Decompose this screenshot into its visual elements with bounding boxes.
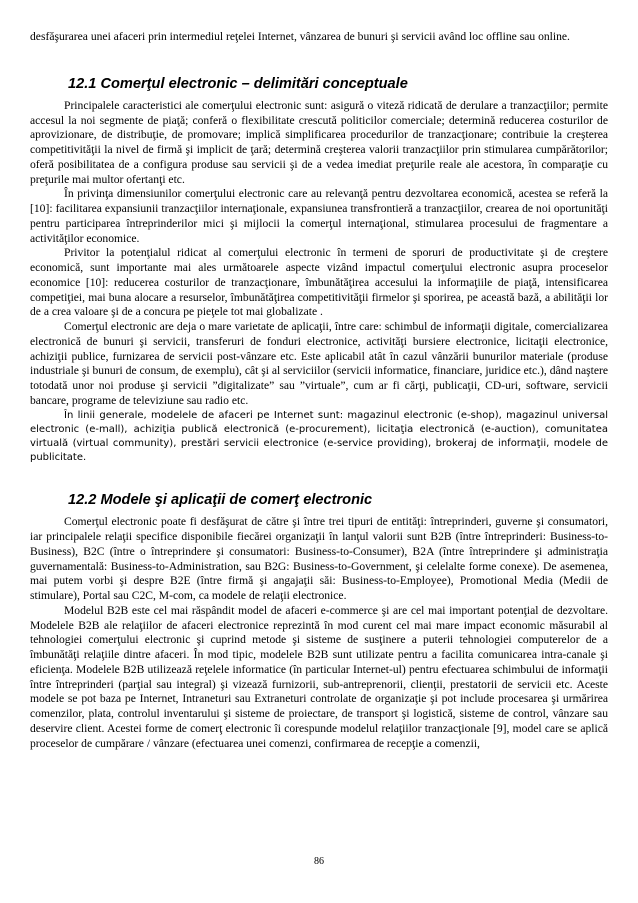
paragraph-business-models: În linii generale, modelele de afaceri pe Internet sunt: magazinul electronic (e-shop), magazinul universal electronic (e-mall), achiziţia publică electronică (e-procurement), licitaţia electronică (e-auction), comunitatea virtuală (virtual community), prestări servicii electronice (e-service providing), brokeraj de informaţii, modele de publicitate. — [30, 409, 608, 464]
paragraph-entities: Comerţul electronic poate fi desfăşurat de către şi între trei tipuri de entităţi: întreprinderi, guverne şi consumatori, iar principalele relaţii specifice disponibile fiecărei organizaţii în lanţul valorii sunt B2B (între întreprinderi: Business-to-Business), B2C (între o întreprindere şi consumatori: Business-to-Consumer), B2A (între întreprindere şi administraţia guvernamentală: Business-to-Administration, sau B2G: Business-to-Government, şi celelalte forme conexe). De asemenea, mai putem vorbi şi despre B2E (între firmă şi angajaţii săi: Business-to-Employee), Promotional Media (Medii de stimulare), Portal sau C2C, M-com, ca modele de relaţii electronice. — [30, 515, 608, 603]
page-number: 86 — [314, 856, 324, 867]
paragraph-characteristics: Principalele caracteristici ale comerţului electronic sunt: asigură o viteză ridicată de derulare a tranzacţiilor; permite accesul la noi segmente de piaţă; conferă o flexibilitate crescută politicilor comerciale; determină reducerea costurilor de aprovizionare, de distribuţie, de promovare; implică simplificarea procedurilor de tranzacţionare; contribuie la creşterea competitivităţii la nivel de firmă şi implicit de ţară; determină creşterea valorii tranzacţiilor prin stimularea cumpărătorilor; oferă posibilitatea de a configura produse sau servicii şi de a vedea imediat preţurile reale ale acestora, în comparaţie cu preţurile mai multor ofertanţi etc. — [30, 98, 608, 186]
section-heading-12-2: 12.2 Modele şi aplicaţii de comerţ electronic — [68, 492, 373, 509]
section-heading-12-1: 12.1 Comerţul electronic – delimitări conceptuale — [68, 75, 408, 92]
intro-paragraph: desfăşurarea unei afaceri prin intermediul reţelei Internet, vânzarea de bunuri şi servicii având loc offline sau online. — [30, 30, 570, 43]
paragraph-productivity: Privitor la potenţialul ridicat al comerţului electronic în termeni de sporuri de productivitate şi de creştere economică, sunt importante mai ales următoarele aspecte vizând impactul comerţului electronic asupra proceselor economice [10]: reducerea costurilor de tranzacţionare, îmbunătăţirea accesului la informaţiile de piaţă, intensificarea competiţiei, mai buna alocare a resurselor, îmbunătăţirea competitivităţii firmelor şi sporirea, pe această bază, a abilităţii lor de a crea valoare şi de a concura pe pieţele tot mai globalizate . — [30, 246, 608, 319]
paragraph-b2b-model: Modelul B2B este cel mai răspândit model de afaceri e-commerce şi are cel mai important potenţial de dezvoltare. Modelele B2B ale relaţiilor de afaceri electronice reprezintă în mod curent cel mai mare impact economic măsurabil al tehnologiei comerţului electronic şi cuprind metode şi sisteme de susţinere a puterii tehnologiei computerelor de a îmbunătăţi relaţiile dintre afaceri. În mod tipic, modelele B2B sunt utilizate pentru a facilita comunicarea intra-canale şi eficienţa. Modelele B2B utilizează reţelele informatice (în particular Internet-ul) pentru efectuarea schimbului de informaţii între întreprinderi (parţial sau integral) şi vizează furnizorii, sub-antreprenorii, clienţii, prestatorii de servicii etc. Aceste modele se pot baza pe Internet, Intraneturi sau Extraneturi controlate de organizaţie şi pot include procesarea şi urmărirea comenzilor, plata, controlul inventarului şi sisteme de proiectare, de transport şi logistică, sisteme de control, vânzare sau deservire client. Acestei forme de comerţ electronic îi corespunde modelul relaţiilor tranzacţionale [9], model care se aplică proceselor de cumpărare / vânzare (efectuarea unei comenzi, confirmarea de recepţie a comenzii, — [30, 603, 608, 750]
paragraph-dimensions: În privinţa dimensiunilor comerţului electronic care au relevanţă pentru dezvoltarea economică, acestea se referă la [10]: facilitarea expansiunii tranzacţiilor internaţionale, expansiunea transfrontieră a tranzacţiilor, crearea de noi oportunităţi pentru participarea întreprinderilor mici şi mijlocii la comerţul internaţional, stimularea procesului de fragmentare a activităţilor economice. — [30, 187, 608, 245]
paragraph-applications: Comerţul electronic are deja o mare varietate de aplicaţii, între care: schimbul de informaţii digitale, comercializarea electronică de bunuri şi servicii, transferuri de fonduri electronice, activităţi bursiere electronice, licitaţii electronice, achiziţii publice, furnizarea de servicii post-vânzare etc. Este aplicabil atât în cazul vânzării bunurilor materiale (produse industriale şi bunuri de consum, de exemplu), cât şi al serviciilor (servicii informatice, financiare, juridice etc.), dând naştere totodată unor noi produse şi servicii ”digitalizate” sau ”virtuale”, cum ar fi cărţi, publicaţii, CD-uri, software, servicii bancare, programe de televiziune sau radio etc. — [30, 320, 608, 407]
